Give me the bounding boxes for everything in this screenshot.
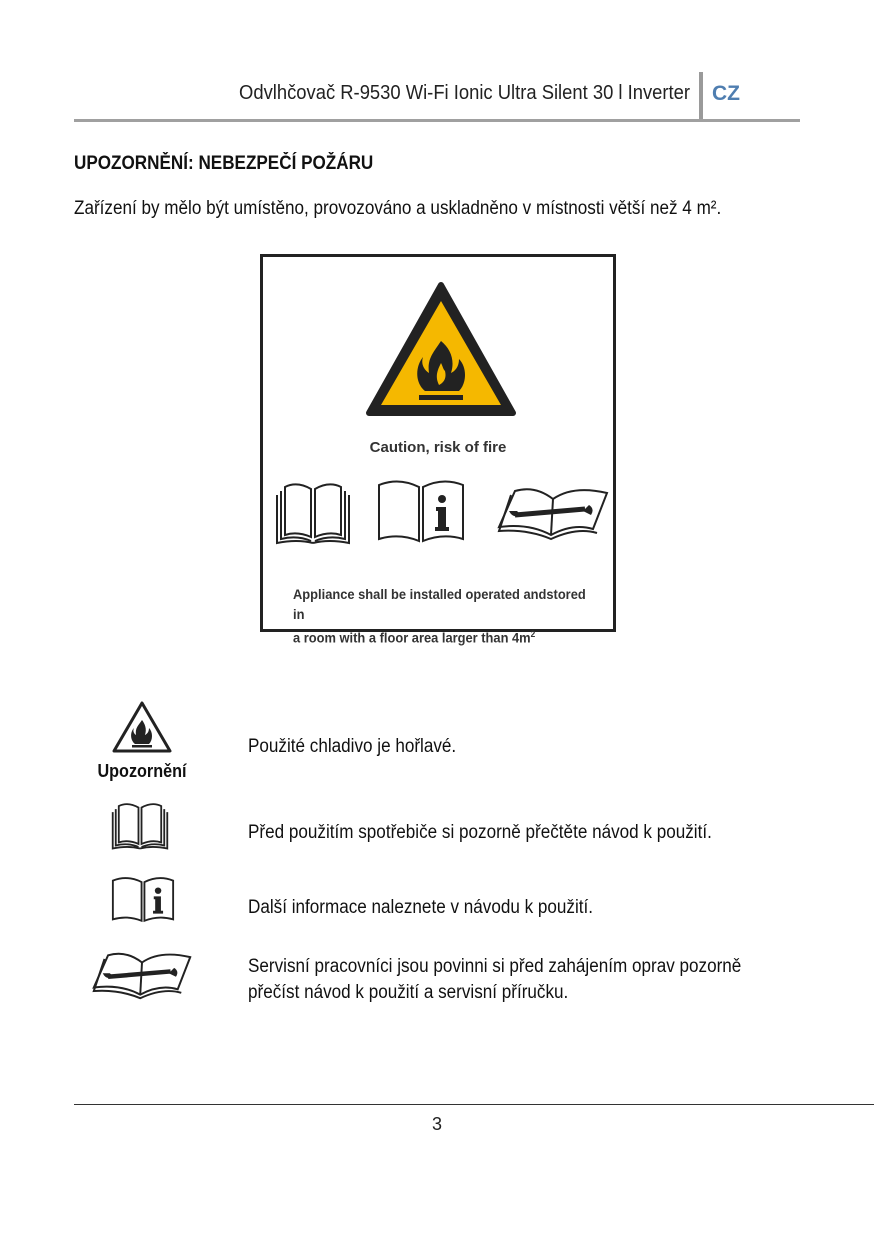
intro-text: Zařízení by mělo být umístěno, provozováno a uskladněno v místnosti větší než 4 m². [74,198,722,219]
sign-note [293,584,587,648]
flammable-warning-icon [363,279,519,421]
service-text [248,954,788,1006]
footer-rule [74,1104,874,1105]
service-text-line1: Servisní pracovníci jsou povinni si před zahájením oprav pozorně [248,956,742,977]
section-heading: UPOZORNĚNÍ: NEBEZPEČÍ POŽÁRU [74,153,374,174]
more-info-text: Další informace naleznete v návodu k použití. [248,897,594,918]
page-number: 3 [431,1114,442,1134]
document-title: Odvlhčovač R-9530 Wi-Fi Ionic Ultra Silent 30 l Inverter [239,82,691,104]
warning-label: Upozornění [97,761,187,781]
fire-caution-sign [260,254,616,646]
information-manual-icon [110,876,176,924]
service-manual-icon [92,950,192,1000]
flammable-refrigerant-text: Použité chladivo je hořlavé. [248,736,457,757]
flammable-warning-icon [111,700,173,754]
read-manual-text: Před použitím spotřebiče si pozorně přečtěte návod k použití. [248,822,712,843]
header-divider [699,72,703,120]
information-manual-icon [375,479,467,545]
language-code: CZ [712,82,740,105]
service-text-line2: přečíst návod k použití a servisní příručku. [248,982,569,1003]
sign-caption: Caution, risk of fire [369,439,507,456]
header-rule [74,119,800,122]
read-manual-icon [110,800,170,850]
read-manual-icon [275,479,351,545]
sign-note-superscript: 2 [530,629,536,639]
sign-note-line2: a room with a floor area larger than 4m [293,629,531,646]
sign-note-line1: Appliance shall be installed operated andstored in [293,586,586,622]
service-manual-icon [497,485,609,541]
